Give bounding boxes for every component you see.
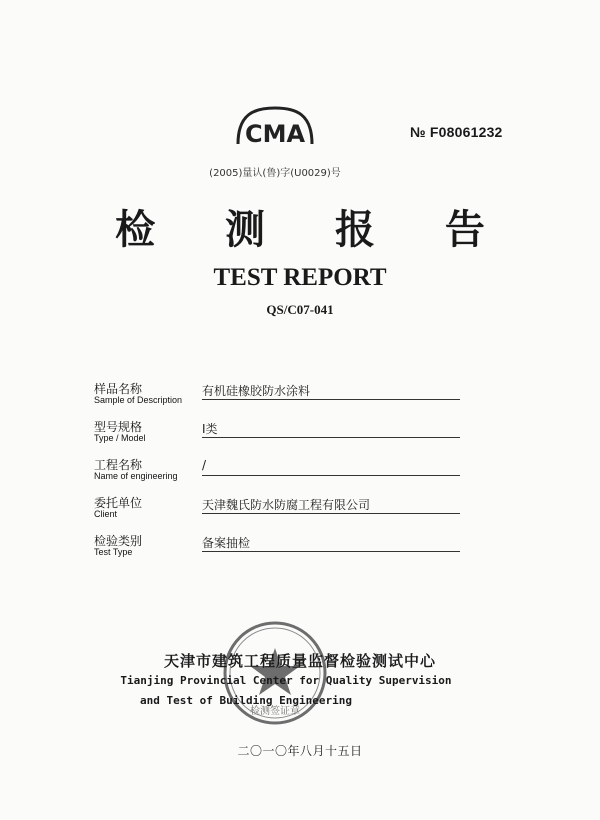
field-value: / xyxy=(202,458,460,476)
field-engineering xyxy=(94,456,464,494)
field-label-en: Sample of Description xyxy=(94,395,183,405)
field-value: 有机硅橡胶防水涂料 xyxy=(202,382,460,400)
field-test-type xyxy=(94,532,464,570)
cma-logo-icon xyxy=(232,104,318,156)
issuer-name-en-line2: and Test of Building Engineering xyxy=(140,694,352,707)
report-title-en: TEST REPORT xyxy=(213,264,387,291)
report-date: 二〇一〇年八月十五日 xyxy=(237,744,363,758)
document-code: QS/C07-041 xyxy=(266,302,334,317)
issuer-name-cn: 天津市建筑工程质量监督检验测试中心 xyxy=(163,652,436,670)
field-sample xyxy=(94,380,464,418)
issuer-name-en-line1: Tianjing Provincial Center for Quality Supervision xyxy=(120,674,452,687)
field-value: 备案抽检 xyxy=(202,534,460,552)
accreditation-number xyxy=(0,164,600,179)
field-label-en: Name of engineering xyxy=(94,471,178,481)
report-fields xyxy=(94,380,464,570)
certificate-number: № F08061232 xyxy=(410,124,503,140)
official-seal-icon xyxy=(220,618,330,728)
field-label-en: Client xyxy=(94,509,118,519)
field-client xyxy=(94,494,464,532)
field-label-en: Test Type xyxy=(94,547,133,557)
field-label-en: Type / Model xyxy=(94,433,146,443)
svg-text:CMA: CMA xyxy=(244,120,306,148)
field-label-cn: 工程名称 xyxy=(94,458,143,472)
seal-text: 检测签证章 xyxy=(250,706,300,717)
accreditation-text: (2005)量认(鲁)字(U0029)号 xyxy=(209,168,341,179)
field-label-cn: 型号规格 xyxy=(94,420,143,434)
field-value: I类 xyxy=(202,420,460,438)
field-type-model xyxy=(94,418,464,456)
field-label-cn: 检验类别 xyxy=(94,534,143,548)
report-title-cn: 检 测 报 告 xyxy=(115,206,513,253)
field-value: 天津魏氏防水防腐工程有限公司 xyxy=(202,496,460,514)
field-label-cn: 样品名称 xyxy=(94,382,143,396)
field-label-cn: 委托单位 xyxy=(94,496,143,510)
